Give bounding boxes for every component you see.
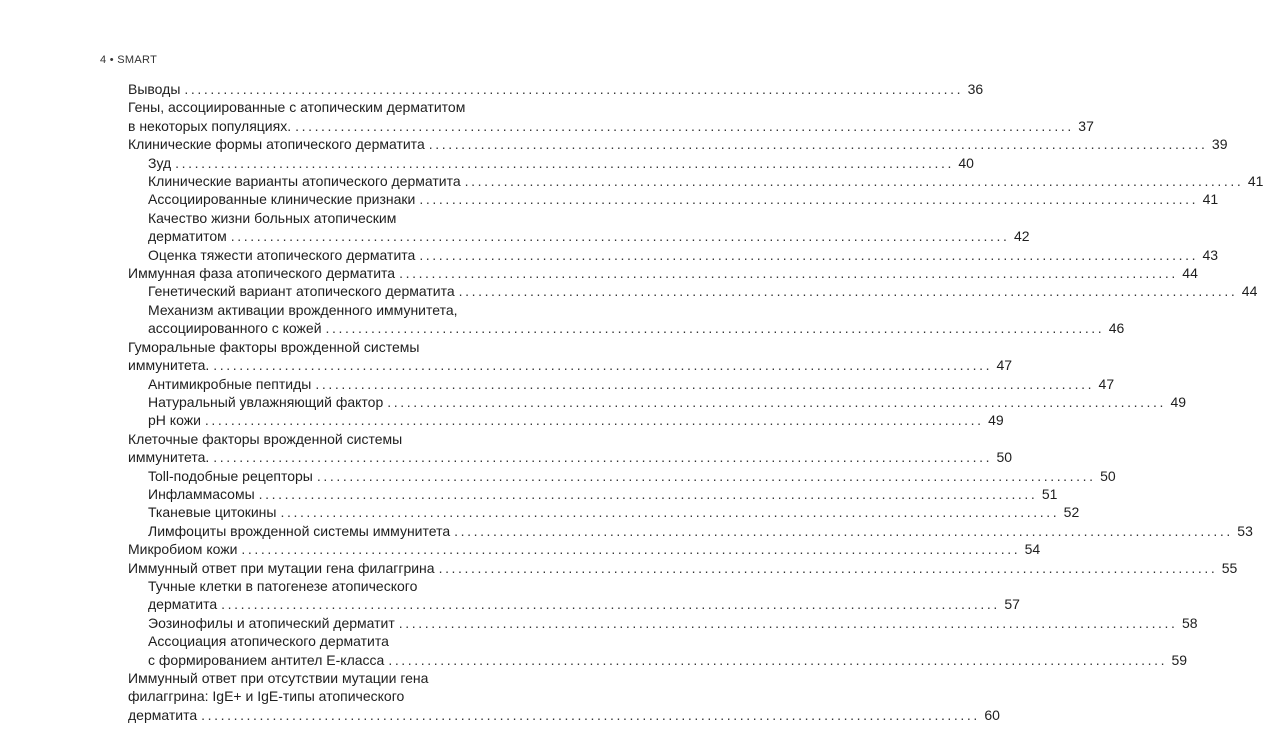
toc-page-number: 44 bbox=[1241, 283, 1258, 300]
dot-leader: ........................................................................................................................ bbox=[184, 81, 964, 97]
dot-leader: ........................................................................................................................ bbox=[221, 596, 1000, 613]
toc-page-number: 39 bbox=[1211, 136, 1228, 153]
toc-page-number: 46 bbox=[1108, 320, 1125, 337]
toc-entry bbox=[128, 80, 984, 98]
toc-page-number: 52 bbox=[1063, 504, 1080, 521]
toc-entry-row bbox=[148, 393, 1187, 411]
toc-entry-title-line: Качество жизни больных атопическим bbox=[148, 209, 397, 226]
toc-entry bbox=[128, 135, 1228, 153]
dot-leader: ........................................................................................................................ bbox=[419, 191, 1199, 208]
table-of-contents bbox=[128, 80, 1263, 724]
toc-entry-row bbox=[148, 246, 1219, 264]
toc-page-number: 42 bbox=[1013, 228, 1030, 245]
toc-page-number: 49 bbox=[988, 412, 1004, 429]
running-head: 4 • SMART bbox=[100, 54, 158, 66]
toc-entry-title-line: дерматитом bbox=[148, 228, 227, 245]
toc-entry-title-line: иммунитета. bbox=[128, 357, 210, 374]
toc-entry-title-line: Тканевые цитокины bbox=[148, 504, 277, 521]
toc-entry-row bbox=[128, 559, 1238, 577]
toc-entry-row bbox=[148, 522, 1253, 540]
dot-leader: ........................................................................................................................ bbox=[280, 504, 1060, 521]
toc-entry bbox=[128, 669, 1000, 724]
toc-entry bbox=[128, 467, 1116, 485]
dot-leader: ........................................................................................................................ bbox=[213, 449, 993, 466]
toc-entry-row bbox=[148, 503, 1080, 521]
toc-entry-row bbox=[148, 190, 1219, 208]
toc-entry bbox=[128, 614, 1198, 632]
toc-page-number: 60 bbox=[984, 706, 1000, 723]
toc-page-number: 44 bbox=[1182, 265, 1198, 282]
toc-page-number: 43 bbox=[1202, 246, 1219, 263]
dot-leader: ........................................................................................................................ bbox=[213, 357, 993, 374]
dot-leader: ........................................................................................................................ bbox=[458, 283, 1238, 300]
toc-entry-title-line: Гуморальные факторы врожденной системы bbox=[128, 338, 420, 355]
toc-page-number: 51 bbox=[1041, 485, 1058, 502]
toc-page-number: 37 bbox=[1078, 117, 1094, 134]
toc-entry-row bbox=[148, 467, 1116, 485]
toc-entry bbox=[128, 190, 1219, 208]
toc-entry bbox=[128, 503, 1080, 521]
toc-page-number: 50 bbox=[996, 449, 1013, 466]
toc-entry-title-line: Зуд bbox=[148, 154, 172, 171]
toc-entry-title-line: ассоциированного с кожей bbox=[148, 320, 322, 337]
toc-entry-title-line: Клинические варианты атопического дерматита bbox=[148, 173, 461, 190]
toc-entry-title-line: Toll-подобные рецепторы bbox=[148, 467, 313, 484]
toc-entry bbox=[128, 632, 1188, 669]
dot-leader: ........................................................................................................................ bbox=[204, 412, 984, 429]
dot-leader: ........................................................................................................................ bbox=[438, 559, 1218, 576]
toc-entry bbox=[128, 540, 1041, 558]
toc-entry-title-line: Эозинофилы и атопический дерматит bbox=[148, 614, 395, 631]
toc-entry-row bbox=[148, 614, 1198, 632]
toc-entry-title-line: Ассоциированные клинические признаки bbox=[148, 191, 416, 208]
toc-page-number: 57 bbox=[1004, 596, 1020, 613]
toc-entry bbox=[128, 393, 1187, 411]
toc-entry-title-line: Генетический вариант атопического дерматита bbox=[148, 283, 455, 300]
toc-entry-title-line: с формированием антител E-класса bbox=[148, 651, 385, 668]
toc-entry-row bbox=[128, 264, 1198, 282]
dot-leader: ........................................................................................................................ bbox=[175, 154, 954, 171]
toc-entry-row bbox=[128, 540, 1041, 558]
toc-entry-row bbox=[128, 117, 1094, 135]
toc-entry-title-line: Микробиом кожи bbox=[128, 541, 238, 558]
toc-entry bbox=[128, 154, 974, 172]
dot-leader: ........................................................................................................................ bbox=[325, 320, 1105, 337]
toc-entry-title-line: Клинические формы атопического дерматита bbox=[128, 136, 425, 153]
toc-page-number: 55 bbox=[1221, 559, 1238, 576]
toc-entry-title-line: Механизм активации врожденного иммунитета, bbox=[148, 301, 458, 318]
toc-entry-title-line: Тучные клетки в патогенезе атопического bbox=[148, 577, 418, 594]
toc-entry-row bbox=[128, 356, 1013, 374]
toc-entry-row bbox=[148, 651, 1188, 669]
dot-leader: ........................................................................................................................ bbox=[388, 651, 1168, 668]
toc-entry-row bbox=[128, 135, 1228, 153]
toc-page-number: 47 bbox=[996, 357, 1013, 374]
toc-entry-row bbox=[148, 282, 1258, 300]
dot-leader: ........................................................................................................................ bbox=[387, 393, 1167, 410]
toc-entry bbox=[128, 209, 1030, 246]
toc-entry-row bbox=[148, 411, 1004, 429]
toc-page-number: 41 bbox=[1202, 191, 1219, 208]
toc-entry-title-line: Лимфоциты врожденной системы иммунитета bbox=[148, 522, 451, 539]
toc-page-number: 41 bbox=[1247, 173, 1263, 190]
toc-entry bbox=[128, 485, 1058, 503]
toc-entry bbox=[128, 98, 1094, 135]
toc-entry bbox=[128, 430, 1013, 467]
toc-entry bbox=[128, 246, 1219, 264]
toc-entry-title-line: Антимикробные пептиды bbox=[148, 375, 312, 392]
toc-page-number: 54 bbox=[1024, 541, 1041, 558]
toc-page-number: 59 bbox=[1171, 651, 1188, 668]
toc-entry-row bbox=[148, 227, 1030, 245]
toc-page-number: 40 bbox=[958, 154, 974, 171]
toc-entry bbox=[128, 375, 1115, 393]
dot-leader: ........................................................................................................................ bbox=[398, 614, 1178, 631]
toc-entry-title-line: Иммунная фаза атопического дерматита bbox=[128, 265, 396, 282]
dot-leader: ........................................................................................................................ bbox=[230, 228, 1010, 245]
toc-entry-title-line: pH кожи bbox=[148, 412, 201, 429]
toc-entry-row bbox=[128, 706, 1000, 724]
toc-page-number: 49 bbox=[1170, 393, 1187, 410]
toc-entry-title-line: Гены, ассоциированные с атопическим дерматитом bbox=[128, 99, 466, 116]
toc-entry-title-line: филаггрина: IgE+ и IgE-типы атопического bbox=[128, 688, 405, 705]
toc-entry-title-line: Ассоциация атопического дерматита bbox=[148, 633, 389, 650]
toc-page-number: 47 bbox=[1098, 375, 1115, 392]
toc-page-number: 58 bbox=[1181, 614, 1198, 631]
toc-entry-row bbox=[128, 80, 984, 98]
dot-leader: ........................................................................................................................ bbox=[454, 522, 1233, 539]
toc-entry-row bbox=[148, 154, 974, 172]
toc-entry bbox=[128, 282, 1258, 300]
toc-entry-row bbox=[148, 595, 1020, 613]
toc-entry-title-line: Натуральный увлажняющий фактор bbox=[148, 393, 384, 410]
dot-leader: ........................................................................................................................ bbox=[399, 265, 1178, 282]
toc-entry-title-line: иммунитета. bbox=[128, 449, 210, 466]
toc-entry-title-line: Инфламмасомы bbox=[148, 485, 255, 502]
dot-leader: ........................................................................................................................ bbox=[464, 173, 1244, 190]
toc-entry-title-line: Выводы bbox=[128, 81, 181, 97]
toc-entry bbox=[128, 172, 1263, 190]
toc-entry bbox=[128, 411, 1004, 429]
dot-leader: ........................................................................................................................ bbox=[258, 485, 1038, 502]
dot-leader: ........................................................................................................................ bbox=[315, 375, 1095, 392]
toc-entry-title-line: Иммунный ответ при мутации гена филаггрина bbox=[128, 559, 435, 576]
dot-leader: ........................................................................................................................ bbox=[316, 467, 1096, 484]
toc-entry-row bbox=[128, 448, 1013, 466]
toc-entry bbox=[128, 301, 1125, 338]
dot-leader: ........................................................................................................................ bbox=[428, 136, 1208, 153]
toc-entry-title-line: в некоторых популяциях. bbox=[128, 117, 292, 134]
toc-entry bbox=[128, 577, 1020, 614]
toc-page-number: 36 bbox=[967, 81, 984, 97]
toc-entry bbox=[128, 264, 1198, 282]
toc-entry bbox=[128, 559, 1238, 577]
toc-entry-row bbox=[148, 375, 1115, 393]
toc-entry bbox=[128, 338, 1013, 375]
toc-entry-title-line: Клеточные факторы врожденной системы bbox=[128, 430, 403, 447]
dot-leader: ........................................................................................................................ bbox=[241, 541, 1021, 558]
toc-entry-row bbox=[148, 319, 1125, 337]
toc-entry-row bbox=[148, 172, 1263, 190]
toc-entry-title-line: Оценка тяжести атопического дерматита bbox=[148, 246, 416, 263]
toc-entry-title-line: дерматита bbox=[128, 706, 198, 723]
dot-leader: ........................................................................................................................ bbox=[419, 246, 1199, 263]
toc-entry-title-line: дерматита bbox=[148, 596, 218, 613]
dot-leader: ........................................................................................................................ bbox=[295, 117, 1074, 134]
dot-leader: ........................................................................................................................ bbox=[201, 706, 980, 723]
toc-page-number: 50 bbox=[1100, 467, 1116, 484]
toc-entry-row bbox=[148, 485, 1058, 503]
toc-page-number: 53 bbox=[1237, 522, 1253, 539]
toc-entry-title-line: Иммунный ответ при отсутствии мутации гена bbox=[128, 670, 429, 686]
toc-entry bbox=[128, 522, 1253, 540]
